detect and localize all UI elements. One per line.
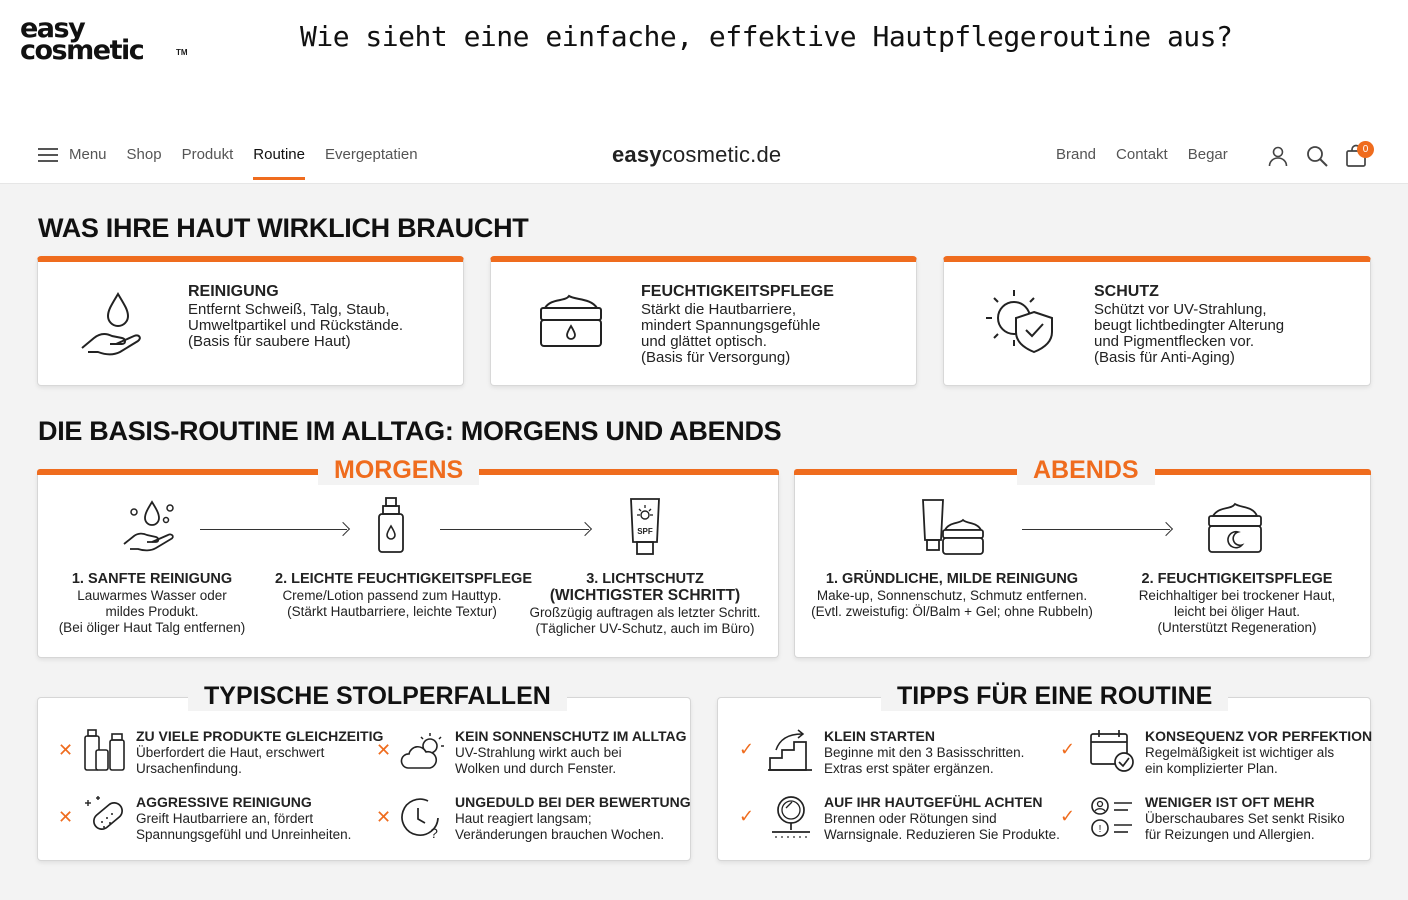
tip-title: KONSEQUENZ VOR PERFEKTION (1145, 728, 1373, 744)
card-line: (Basis für Anti-Aging) (1094, 349, 1235, 366)
tips-title: TIPPS FÜR EINE ROUTINE (881, 682, 1228, 711)
step-arrow (1022, 529, 1170, 530)
tip-line: Haut reagiert langsam; (455, 811, 592, 826)
tip-title: AUF IHR HAUTGEFÜHL ACHTEN (824, 794, 1043, 810)
morning-step-3 (527, 571, 763, 637)
step-line: Reichhaltiger bei trockener Haut, (1138, 588, 1336, 603)
face-list-icon (1088, 796, 1136, 840)
logo-line-1: easy (20, 13, 85, 44)
tip-line: UV-Strahlung wirkt auch bei (455, 745, 622, 760)
evening-step-2 (1125, 571, 1349, 636)
cream-jar-icon (535, 286, 607, 358)
tip-line: Ursachenfindung. (136, 761, 242, 776)
tip-line: ein komplizierter Plan. (1145, 761, 1278, 776)
panel-morgens (37, 456, 779, 658)
cross-mark-icon: ✕ (58, 740, 74, 760)
tip-line: Spannungsgefühl und Unreinheiten. (136, 827, 352, 842)
main-nav-left (38, 146, 438, 163)
tip-item-3 (824, 794, 1060, 843)
tip-line: Brennen oder Rötungen sind (824, 811, 997, 826)
cross-mark-icon: ✕ (376, 807, 392, 827)
step-line: Lauwarmes Wasser oder (77, 588, 227, 603)
tip-line: Wolken und durch Fenster. (455, 761, 617, 776)
step-line: Creme/Lotion passend zum Hauttyp. (282, 588, 502, 603)
tip-line: Warnsignale. Reduzieren Sie Produkte. (824, 827, 1060, 842)
section-title-routine: DIE BASIS-ROUTINE IM ALLTAG: MORGENS UND ABENDS (38, 416, 782, 446)
step-line: (Bei öliger Haut Talg entfernen) (58, 620, 246, 635)
card-line: (Basis für saubere Haut) (188, 333, 351, 350)
tip-line: Greift Hautbarriere an, fördert (136, 811, 314, 826)
hamburger-icon[interactable] (38, 148, 58, 162)
abends-label: ABENDS (1017, 456, 1155, 485)
many-products-icon (82, 728, 128, 774)
tube-jar-icon (919, 496, 985, 558)
tip-line: Regelmäßigkeit ist wichtiger als (1145, 745, 1335, 760)
cross-mark-icon: ✕ (376, 740, 392, 760)
card-title: FEUCHTIGKEITSPFLEGE (641, 283, 834, 300)
tip-item-2 (1145, 728, 1372, 777)
brand-logo[interactable] (20, 13, 188, 66)
check-mark-icon: ✓ (739, 806, 755, 826)
tip-line: für Reizungen und Allergien. (1145, 827, 1315, 842)
svg-text:!: ! (1098, 824, 1102, 835)
spf-label: SPF (637, 527, 653, 536)
site-name[interactable] (612, 142, 781, 168)
calendar-check-icon (1088, 728, 1136, 774)
step-title: 2. LEICHTE FEUCHTIGKEITSPFLEGE (275, 571, 532, 587)
tip-line: Extras erst später ergänzen. (824, 761, 994, 776)
nav-contakt[interactable]: Contakt (1116, 146, 1168, 163)
night-cream-icon (1205, 498, 1265, 556)
tip-line: Veränderungen brauchen Wochen. (455, 827, 665, 842)
step-line: (Evtl. zweistufig: Öl/Balm + Gel; ohne Rubbeln) (811, 604, 1093, 619)
card-line: beugt lichtbedingter Alterung (1094, 317, 1285, 334)
step-line: (Täglicher UV-Schutz, auch im Büro) (535, 621, 755, 636)
step-line: (Stärkt Hautbarriere, leichte Textur) (287, 604, 497, 619)
svg-text:?: ? (430, 825, 438, 840)
check-mark-icon: ✓ (739, 739, 755, 759)
nav-menu[interactable]: Menu (69, 146, 107, 163)
card-line: (Basis für Versorgung) (641, 349, 791, 366)
card-title: REINIGUNG (188, 283, 279, 300)
hand-drop-icon (76, 286, 152, 362)
step-title: 2. FEUCHTIGKEITSPFLEGE (1141, 571, 1333, 587)
step-title: 1. SANFTE REINIGUNG (71, 571, 233, 587)
tip-title: WENIGER IST OFT MEHR (1145, 794, 1315, 810)
panel-tips (717, 682, 1373, 861)
site-name-bold: easy (612, 142, 662, 167)
card-line: Entfernt Schweiß, Talg, Staub, (188, 301, 390, 318)
card-schutz-text (1094, 284, 1284, 366)
card-schutz (943, 256, 1371, 386)
mirror-icon (768, 794, 814, 842)
card-title: SCHUTZ (1094, 283, 1159, 300)
sun-shield-icon (982, 284, 1062, 364)
step-title: 1. GRÜNDLICHE, MILDE REINIGUNG (825, 571, 1079, 587)
pitfalls-title: TYPISCHE STOLPERFALLEN (188, 682, 567, 711)
clock-question-icon (400, 796, 444, 840)
check-mark-icon: ✓ (1060, 806, 1076, 826)
tip-title: KEIN SONNENSCHUTZ IM ALLTAG (455, 728, 687, 744)
step-line: Make-up, Sonnenschutz, Schmutz entfernen. (816, 588, 1088, 603)
pitfall-item-3 (136, 794, 351, 843)
cart-count-badge[interactable]: 0 (1357, 141, 1374, 158)
tip-title: ZU VIELE PRODUKTE GLEICHZEITIG (136, 728, 384, 744)
page-headline: Wie sieht eine einfache, effektive Hautpflegeroutine aus? (300, 20, 1233, 53)
card-line: und glättet optisch. (641, 333, 767, 350)
panel-pitfalls (37, 682, 691, 861)
serum-bottle-icon (376, 496, 406, 556)
step-line: leicht bei öliger Haut. (1173, 604, 1301, 619)
tip-title: AGGRESSIVE REINIGUNG (136, 794, 312, 810)
logo-trademark: TM (176, 48, 188, 57)
user-icon[interactable] (1266, 144, 1290, 168)
nav-brand[interactable]: Brand (1056, 146, 1097, 163)
step-subtitle: (WICHTIGSTER SCHRITT) (549, 587, 741, 604)
step-arrow (200, 529, 347, 530)
logo-line-2: cosmetic (20, 35, 144, 66)
tip-line: Überschaubares Set senkt Risiko (1145, 811, 1345, 826)
tip-title: UNGEDULD BEI DER BEWERTUNG (455, 794, 691, 810)
panel-abends (794, 456, 1371, 658)
search-icon[interactable] (1305, 144, 1329, 168)
tip-line: Überfordert die Haut, erschwert (136, 745, 325, 760)
nav-routine[interactable]: Routine (253, 146, 305, 163)
step-arrow (440, 529, 589, 530)
card-reinigung-text (188, 284, 403, 350)
card-feuchtigkeitspflege-text (641, 284, 834, 366)
pitfall-item-4 (455, 794, 691, 843)
morning-step-2 (275, 571, 532, 620)
nav-begar[interactable]: Begar (1187, 146, 1228, 163)
steps-icon (766, 728, 814, 774)
scrub-brush-icon (82, 794, 128, 840)
tip-title: KLEIN STARTEN (824, 728, 935, 744)
nav-evergeptatien[interactable]: Evergeptatien (324, 146, 418, 163)
morning-step-1 (48, 571, 256, 636)
card-line: Stärkt die Hautbarriere, (641, 301, 797, 318)
card-reinigung (37, 256, 464, 386)
cross-mark-icon: ✕ (58, 807, 74, 827)
sun-cloud-icon (400, 732, 446, 772)
card-line: Schützt vor UV-Strahlung, (1094, 301, 1267, 318)
site-name-rest: cosmetic.de (661, 142, 782, 167)
nav-shop[interactable]: Shop (126, 146, 162, 163)
tip-line: Beginne mit den 3 Basisschritten. (824, 745, 1025, 760)
spf-tube-icon (628, 496, 662, 558)
pitfall-item-1 (136, 728, 383, 777)
evening-step-1 (807, 571, 1097, 620)
step-line: Großzügig auftragen als letzter Schritt. (529, 605, 761, 620)
water-hand-icon (120, 498, 184, 558)
card-line: mindert Spannungsgefühle (641, 317, 821, 334)
card-line: Umweltpartikel und Rückstände. (188, 317, 404, 334)
tip-item-1 (824, 728, 1024, 777)
morgens-label: MORGENS (318, 456, 479, 485)
step-title: 3. LICHTSCHUTZ (586, 571, 704, 587)
step-line: (Unterstützt Regeneration) (1157, 620, 1317, 635)
card-line: und Pigmentflecken vor. (1094, 333, 1255, 350)
card-feuchtigkeitspflege (490, 256, 917, 386)
nav-produkt[interactable]: Produkt (181, 146, 234, 163)
tip-item-4 (1145, 794, 1345, 843)
step-line: mildes Produkt. (105, 604, 199, 619)
section-title-needs: WAS IHRE HAUT WIRKLICH BRAUCHT (38, 213, 529, 243)
pitfall-item-2 (455, 728, 687, 777)
main-nav-right (1056, 146, 1248, 163)
check-mark-icon: ✓ (1060, 739, 1076, 759)
